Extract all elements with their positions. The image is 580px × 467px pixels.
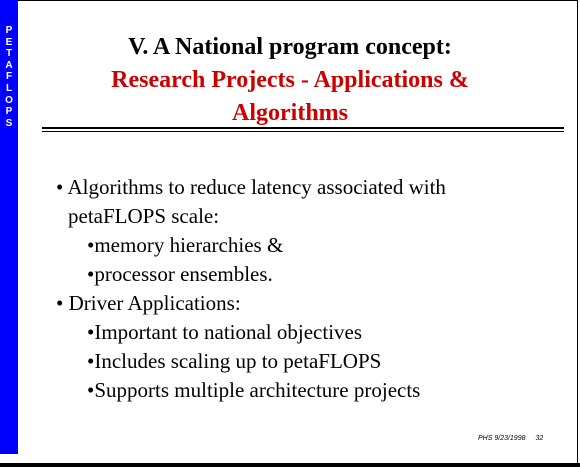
bullet-driver-applications: • Driver Applications: [56,291,241,315]
footer-author-date: PHS 9/23/1998 [478,435,526,442]
footer-page-number: 32 [535,435,544,442]
sub-bullet-processor-ensembles: •processor ensembles. [87,262,273,286]
sidebar-letter: T [5,48,13,60]
slide-bottom-edge [0,463,580,467]
slide-title-block [40,31,540,130]
sub-bullet-national-objectives: •Important to national objectives [87,320,363,344]
sidebar-letter: O [5,94,13,106]
sidebar-letter: F [5,71,13,83]
slide-title: V. A National program concept: [128,34,452,60]
slide-subtitle-line-2: Algorithms [232,100,348,126]
title-divider-thick [42,127,564,129]
sidebar-letter: L [5,82,13,94]
sidebar-letter: P [5,106,13,118]
slide-body [56,173,556,405]
sub-bullet-scaling-petaflops: •Includes scaling up to petaFLOPS [87,349,382,373]
bullet-algorithms: • Algorithms to reduce latency associated with [56,175,446,199]
bullet-algorithms-continuation: petaFLOPS scale: [68,204,220,228]
sidebar-letter: E [5,36,13,48]
sub-bullet-multiple-architectures: •Supports multiple architecture projects [87,378,421,402]
sub-bullet-memory-hierarchies: •memory hierarchies & [87,233,284,257]
sidebar-letter: P [5,25,13,36]
sidebar-vertical-title [0,0,18,454]
sidebar-letter: S [5,117,13,129]
sidebar-letter: A [5,59,13,71]
slide-subtitle-line-1: Research Projects - Applications & [111,67,469,93]
title-divider-thin [42,131,564,132]
slide-footer [478,435,543,442]
